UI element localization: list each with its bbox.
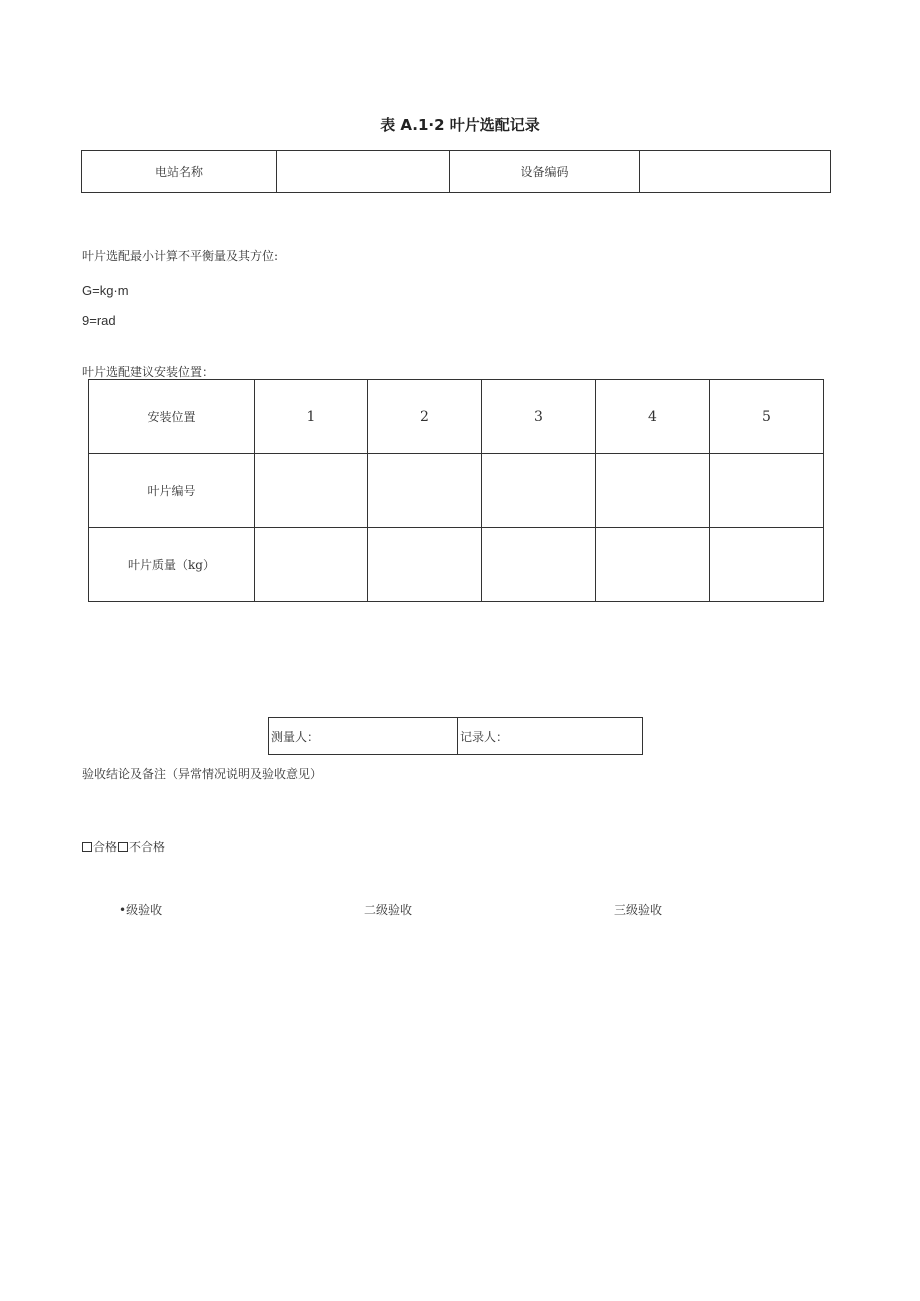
blade-number-cell[interactable] [368,454,482,528]
table-row [82,151,831,193]
position-header-4: 4 [596,380,710,454]
second-level-acceptance: 二级验收 [364,903,413,917]
third-level-acceptance: 三级验收 [614,903,663,917]
table-row [89,454,824,528]
device-code-field[interactable] [640,151,831,193]
recorder-field[interactable]: 记录人： [458,718,643,755]
station-name-label: 电站名称 [82,151,277,193]
acceptance-heading: 验收结论及备注（异常情况说明及验收意见） [82,767,323,781]
first-level-acceptance: •级验收 [119,903,163,917]
blade-mass-cell[interactable] [596,528,710,602]
install-heading: 叶片选配建议安装位置： [82,365,215,379]
fail-checkbox[interactable] [118,842,128,852]
table-row [269,718,643,755]
blade-mass-cell[interactable] [255,528,368,602]
fail-label: 不合格 [129,840,166,854]
blade-mass-cell[interactable] [368,528,482,602]
theta-value-line: 9=rad [82,313,116,328]
pass-label: 合格 [93,840,118,854]
g-value-line: G=kg·m [82,283,129,298]
blade-number-cell[interactable] [596,454,710,528]
install-position-table [88,379,824,602]
row-label-blade-mass: 叶片质量（kg） [89,528,255,602]
result-checkboxes [82,838,165,855]
row-label-install-position: 安装位置 [89,380,255,454]
blade-mass-cell[interactable] [710,528,824,602]
signature-table [268,717,643,755]
device-code-label: 设备编码 [450,151,640,193]
pass-checkbox[interactable] [82,842,92,852]
measurer-field[interactable]: 测量人： [269,718,458,755]
station-name-field[interactable] [277,151,450,193]
station-info-table [81,150,831,193]
blade-number-cell[interactable] [710,454,824,528]
blade-number-cell[interactable] [482,454,596,528]
position-header-2: 2 [368,380,482,454]
table-row [89,380,824,454]
page-title: 表 A.1·2 叶片选配记录 [380,116,540,134]
row-label-blade-number: 叶片编号 [89,454,255,528]
table-row [89,528,824,602]
blade-number-cell[interactable] [255,454,368,528]
position-header-5: 5 [710,380,824,454]
position-header-3: 3 [482,380,596,454]
blade-mass-cell[interactable] [482,528,596,602]
calc-heading: 叶片选配最小计算不平衡量及其方位: [82,249,279,263]
position-header-1: 1 [255,380,368,454]
